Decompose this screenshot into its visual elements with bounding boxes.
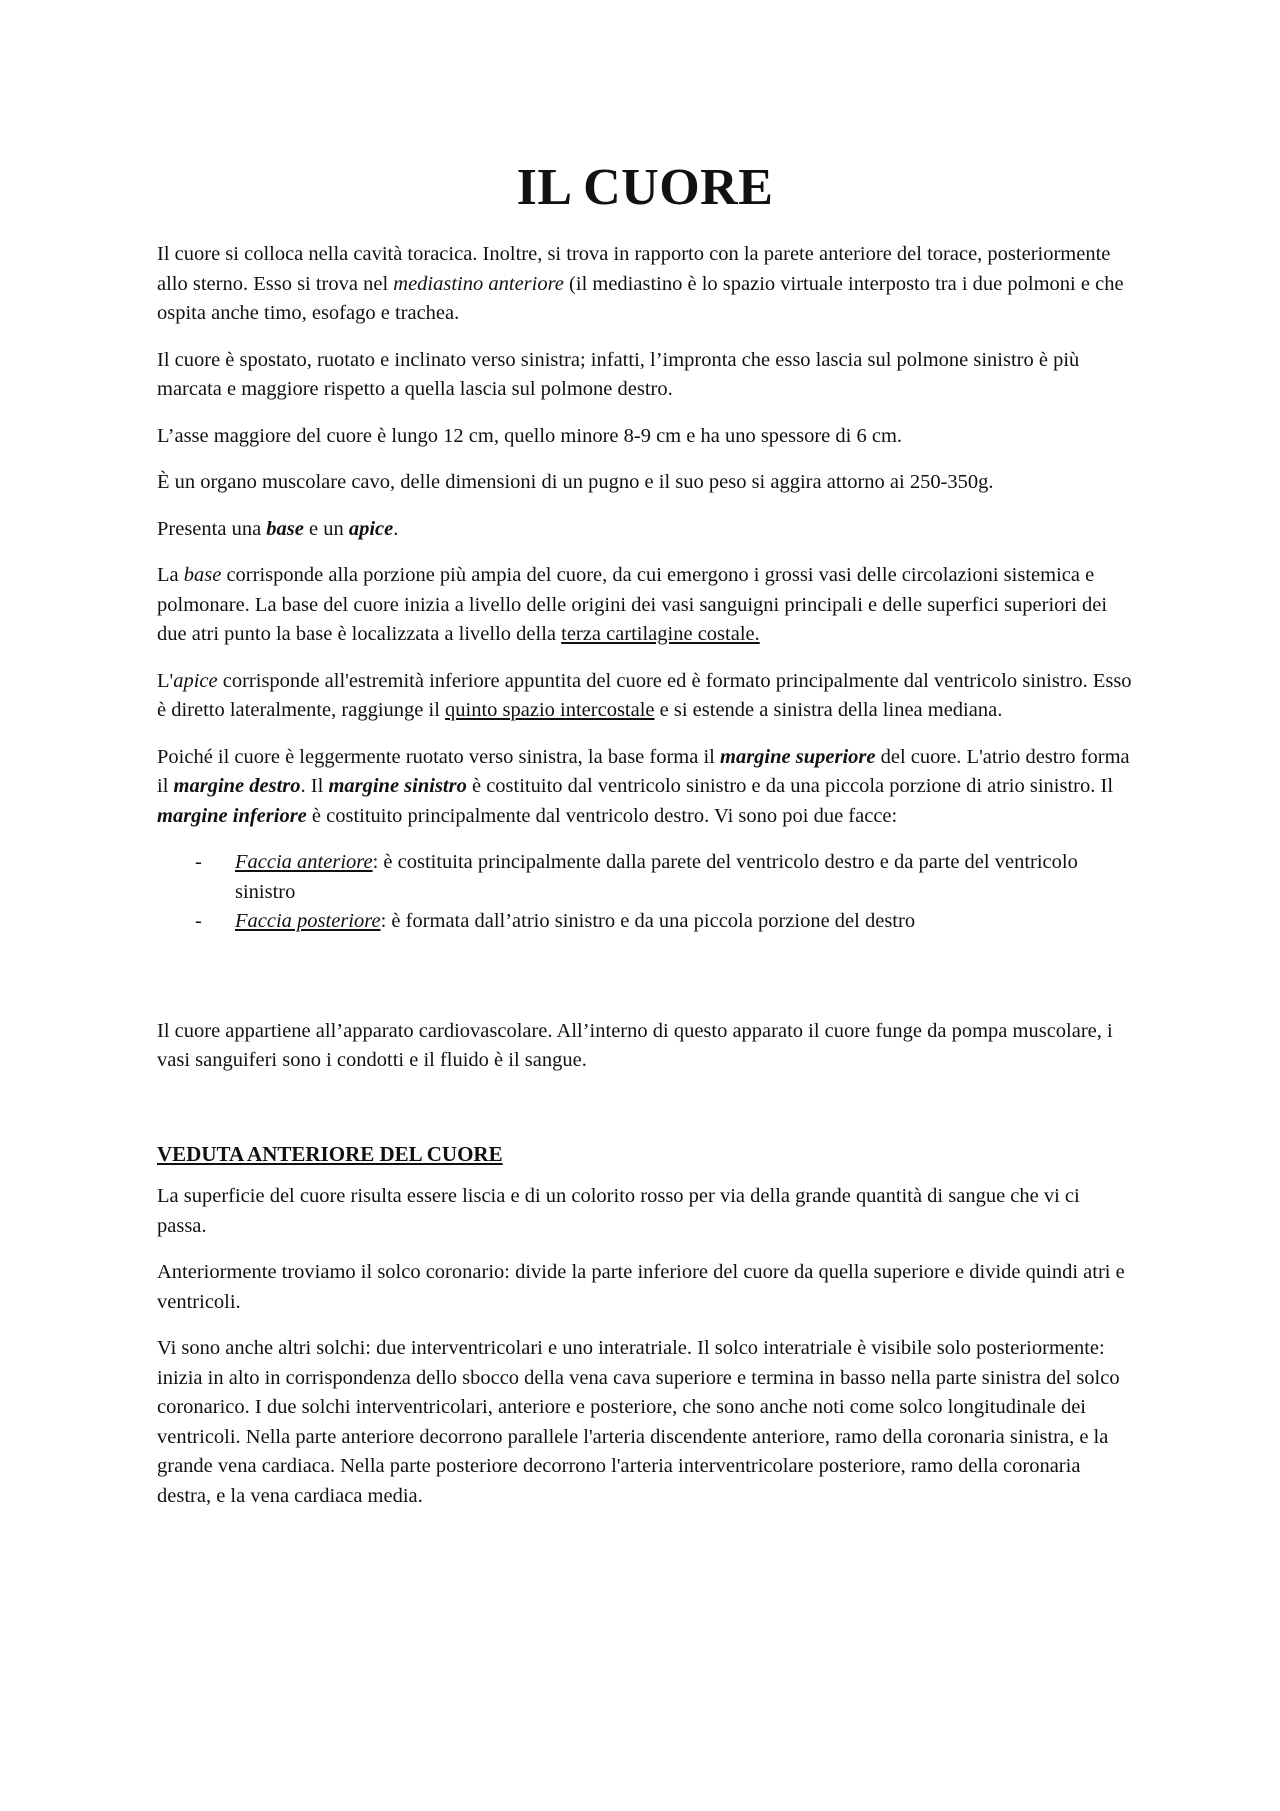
paragraph-apparato: Il cuore appartiene all’apparato cardiovascolare. All’interno di questo apparato il cuore funge da pompa muscolare, i vasi sanguiferi sono i condotti e il fluido è il sangue. [157,1019,1113,1071]
paragraph-collocazione [157,240,1133,329]
document-page [157,158,1133,1528]
dash-bullet: - [195,910,202,932]
list-item-faccia-anteriore [157,848,1133,907]
facce-list [157,848,1133,937]
emphasis-base: base [183,564,222,586]
text-run: (il mediastino è lo spazio virtuale interposto tra i due polmoni e che ospita anche timo, esofago e trachea. [157,272,1124,324]
paragraph-base [157,561,1133,650]
text-run: L' [157,669,174,692]
text-run: e un [303,517,349,540]
underline-quinto-spazio: quinto spazio intercostale [445,699,655,721]
paragraph-solchi: Vi sono anche altri solchi: due interventricolari e uno interatriale. Il solco interatriale è visibile solo posteriormente: inizia in alto in corrispondenza dello sbocco della vena cava superiore e termina in basso nella parte sinistra del solco coronarico. I due solchi interventricolari, anteriore e posteriore, che sono anche noti come solco longitudinale dei ventricoli. Nella parte anteriore decorrono parallele l'arteria discendente anteriore, ramo della coronaria sinistra, e la grande vena cardiaca. Nella parte posteriore decorrono l'arteria interventricolare posteriore, ramo della coronaria destra, e la vena cardiaca media. [157,1337,1120,1507]
paragraph-base-apice [157,515,1133,545]
term-faccia-posteriore: Faccia posteriore [235,910,381,932]
list-item-faccia-posteriore [157,907,1133,937]
emphasis-apice: apice [173,669,218,692]
spacer [157,954,1133,1017]
term-base: base [266,517,304,540]
section-heading-veduta-anteriore: VEDUTA ANTERIORE DEL CUORE [157,1141,503,1166]
term-faccia-anteriore: Faccia anteriore [235,851,373,873]
text-run: : è costituita principalmente dalla parete del ventricolo destro e da parte del ventricolo sinistro [235,851,1078,903]
text-run: è costituito principalmente dal ventricolo destro. Vi sono poi due facce: [306,804,898,827]
text-run: corrisponde all'estremità inferiore appuntita del cuore ed è formato principalmente dal ventricolo sinistro. Esso è diretto lateralmente, raggiunge il [157,669,1132,721]
paragraph-peso: È un organo muscolare cavo, delle dimensioni di un pugno e il suo peso si aggira attorno ai 250-350g. [157,471,994,493]
text-run: del cuore. L'atrio destro forma il [157,745,1130,797]
spacer [157,1093,1133,1140]
paragraph-apice [157,667,1133,726]
text-run: e si estende a sinistra della linea mediana. [654,699,1003,721]
term-margine-inferiore: margine inferiore [157,804,307,827]
text-run: è costituito dal ventricolo sinistro e da una piccola porzione di atrio sinistro. Il [466,775,1114,797]
dash-bullet: - [195,851,202,873]
text-run: La [157,564,184,586]
paragraph-solco-coronario: Anteriormente troviamo il solco coronario: divide la parte inferiore del cuore da quella superiore e divide quindi atri e ventricoli. [157,1261,1125,1313]
term-apice: apice [348,517,394,540]
paragraph-superficie: La superficie del cuore risulta essere liscia e di un colorito rosso per via della grande quantità di sangue che vi ci passa. [157,1185,1080,1237]
paragraph-orientamento: Il cuore è spostato, ruotato e inclinato verso sinistra; infatti, l’impronta che esso lascia sul polmone sinistro è più marcata e maggiore rispetto a quella lascia sul polmone destro. [157,348,1080,400]
text-run: : è formata dall’atrio sinistro e da una piccola porzione del destro [380,910,916,932]
text-run: corrisponde alla porzione più ampia del cuore, da cui emergono i grossi vasi delle circolazioni sistemica e polmonare. La base del cuore inizia a livello delle origini dei vasi sanguigni principali e delle superfici superiori dei due atri punto la base è localizzata a livello della [157,564,1108,645]
text-run: Poiché il cuore è leggermente ruotato verso sinistra, la base forma il [157,745,720,768]
paragraph-dimensioni: L’asse maggiore del cuore è lungo 12 cm, quello minore 8-9 cm e ha uno spessore di 6 cm. [157,424,903,447]
text-run: Presenta una [157,517,267,540]
term-margine-sinistro: margine sinistro [328,775,467,797]
page-title: IL CUORE [516,159,774,216]
text-run: Il cuore si colloca nella cavità toracica. Inoltre, si trova in rapporto con la parete anteriore del torace, posteriormente allo sterno. Esso si trova nel [157,243,1111,295]
text-run: . [393,517,399,540]
emphasis-mediastino: mediastino anteriore [393,272,564,295]
term-margine-destro: margine destro [173,775,301,797]
paragraph-margini [157,743,1133,832]
text-run: . Il [300,775,329,797]
underline-terza-cartilagine: terza cartilagine costale. [561,623,760,645]
term-margine-superiore: margine superiore [720,745,876,768]
